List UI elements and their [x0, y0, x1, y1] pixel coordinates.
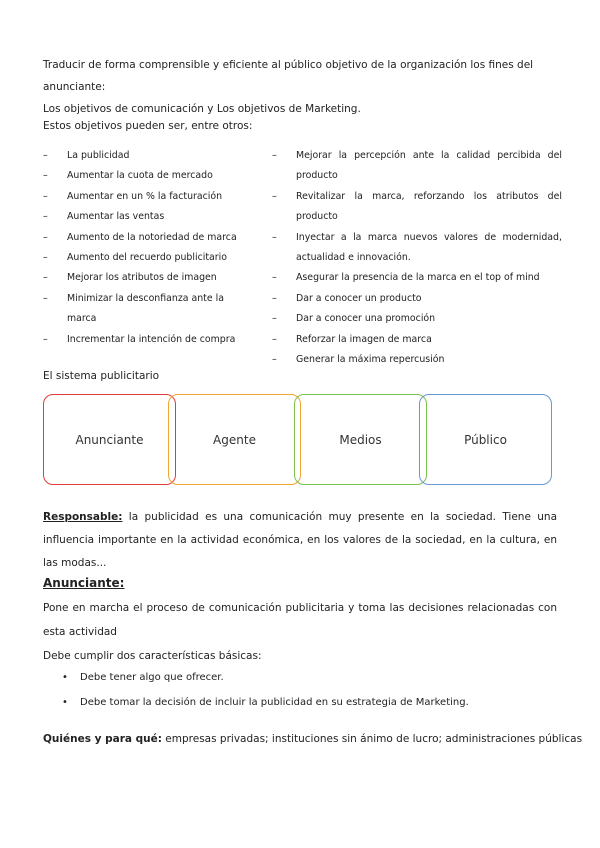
- list-item: – Aumentar la cuota de mercado: [43, 166, 253, 186]
- responsible-paragraph: [43, 506, 557, 575]
- list-item: – Revitalizar la marca, reforzando los atributos del producto: [272, 187, 562, 228]
- advertiser-must: Debe cumplir dos características básicas:: [43, 650, 262, 662]
- list-item: – Incrementar la intención de compra: [43, 330, 253, 350]
- list-item: – Aumento del recuerdo publicitario: [43, 248, 253, 268]
- advertising-system-diagram: [43, 394, 551, 485]
- objectives-left-list: [43, 146, 253, 350]
- who-label: Quiénes y para qué:: [43, 733, 162, 745]
- list-item: – Reforzar la imagen de marca: [272, 330, 562, 350]
- list-item: – Dar a conocer una promoción: [272, 309, 562, 329]
- bullet-text: Debe tomar la decisión de incluir la publicidad en su estrategia de Marketing.: [80, 697, 469, 708]
- advertiser-text: Pone en marcha el proceso de comunicación publicitaria y toma las decisiones relacionadas con esta actividad: [43, 602, 557, 638]
- bullet-text: Debe tener algo que ofrecer.: [80, 672, 224, 683]
- list-item: – Aumentar en un % la facturación: [43, 187, 253, 207]
- list-item: – Dar a conocer un producto: [272, 289, 562, 309]
- box-medios: Medios: [294, 394, 427, 485]
- intro-line-1: Traducir de forma comprensible y eficiente al público objetivo de la organización los fines del anunciante:: [43, 59, 534, 93]
- list-item: – Mejorar la percepción ante la calidad percibida del producto: [272, 146, 562, 187]
- advertiser-heading: Anunciante:: [43, 576, 125, 590]
- intro-line-2: Los objetivos de comunicación y Los objetivos de Marketing.: [43, 103, 361, 115]
- bullet-item: [62, 692, 469, 714]
- intro-paragraph: [43, 54, 563, 120]
- who-text: empresas privadas; instituciones sin ánimo de lucro; administraciones públicas: [161, 733, 583, 745]
- box-agente: Agente: [168, 394, 301, 485]
- list-item: – Minimizar la desconfianza ante la marca: [43, 289, 253, 330]
- objectives-right-list: [272, 146, 562, 370]
- system-title: El sistema publicitario: [43, 370, 160, 382]
- list-item: – Mejorar los atributos de imagen: [43, 268, 253, 288]
- list-item: – Inyectar a la marca nuevos valores de modernidad, actualidad e innovación.: [272, 228, 562, 269]
- who-paragraph: [43, 728, 582, 750]
- box-publico: Público: [419, 394, 552, 485]
- list-item: – Asegurar la presencia de la marca en el top of mind: [272, 268, 562, 288]
- responsible-text: la publicidad es una comunicación muy presente en la sociedad. Tiene una influencia importante en la actividad económica, en los valores de la sociedad, en la cultura, en las modas...: [43, 511, 557, 569]
- list-item: – Aumentar las ventas: [43, 207, 253, 227]
- responsible-label: Responsable:: [43, 511, 123, 523]
- box-anunciante: Anunciante: [43, 394, 176, 485]
- objectives-intro: Estos objetivos pueden ser, entre otros:: [43, 120, 253, 132]
- list-item: – La publicidad: [43, 146, 253, 166]
- list-item: – Generar la máxima repercusión: [272, 350, 562, 370]
- list-item: – Aumento de la notoriedad de marca: [43, 228, 253, 248]
- bullet-item: [62, 667, 224, 689]
